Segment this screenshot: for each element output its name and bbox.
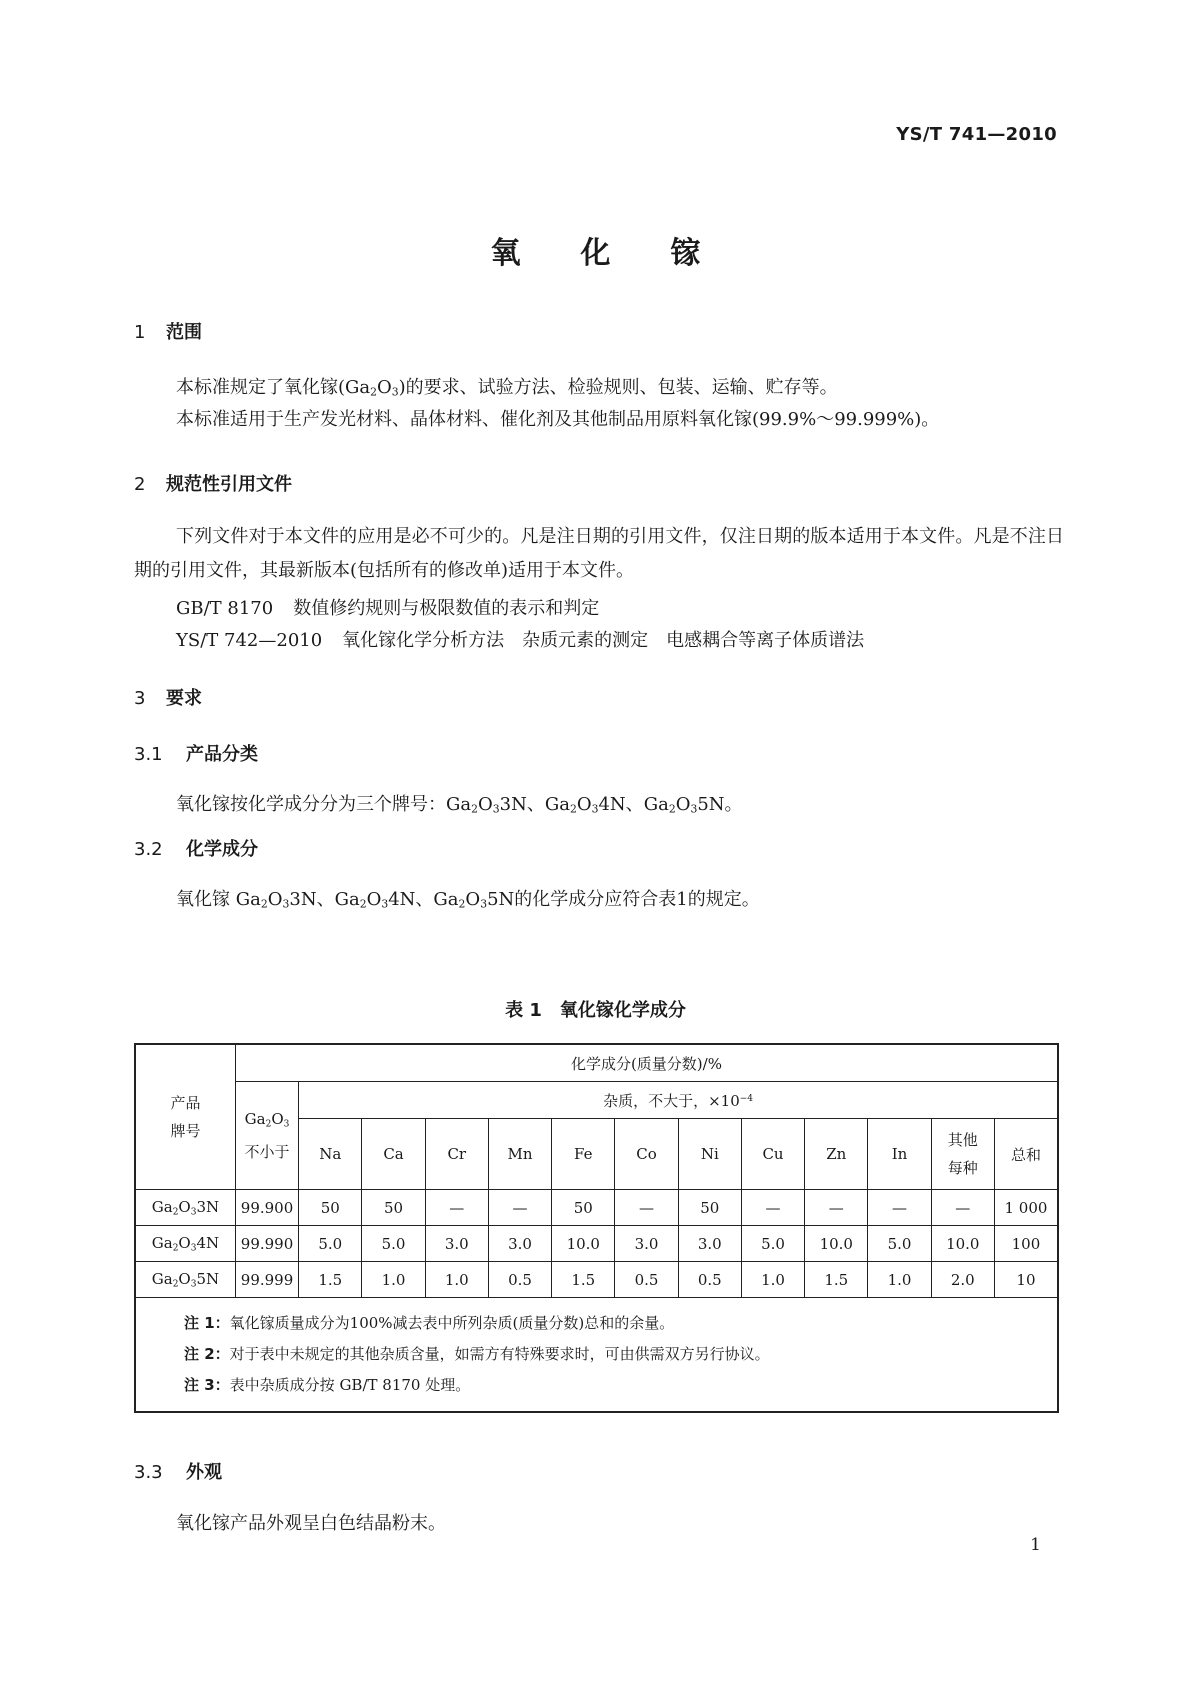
table-note: 注 1：氧化镓质量成分为100%减去表中所列杂质(质量分数)总和的余量。 — [184, 1314, 675, 1332]
cell-value: 2.0 — [931, 1262, 994, 1298]
section-3-2-heading: 3.2 化学成分 — [134, 839, 258, 860]
cell-value: 100 — [994, 1226, 1058, 1262]
cell-value: 3.0 — [615, 1226, 678, 1262]
section-3-3-heading: 3.3 外观 — [134, 1462, 222, 1483]
section-3-2-text: 氧化镓 $Ga_2O_33N$、$Ga_2O_34N$、$Ga_2O_35N$的化学成分应符合表1的规定。 — [176, 889, 760, 911]
table-row — [135, 1190, 1058, 1226]
section-1-paragraph-2: 本标准适用于生产发光材料、晶体材料、催化剂及其他制品用原料氧化镓(99.9%～99.999%)。 — [176, 409, 940, 430]
header-impurity: 杂质，不大于，$\times 10^{-4}$ — [299, 1082, 1058, 1119]
cell-value: 5.0 — [299, 1226, 362, 1262]
cell-value: — — [805, 1190, 868, 1226]
standard-number: YS/T 741—2010 — [896, 124, 1057, 145]
section-3-3-text: 氧化镓产品外观呈白色结晶粉末。 — [176, 1513, 446, 1534]
header-element: In — [868, 1119, 931, 1190]
cell-value: 1.5 — [299, 1262, 362, 1298]
header-element: Zn — [805, 1119, 868, 1190]
header-total: 总和 — [994, 1119, 1058, 1190]
reference-1: GB/T 8170 数值修约规则与极限数值的表示和判定 — [176, 598, 600, 619]
cell-value: 10.0 — [552, 1226, 615, 1262]
header-main-content: $Ga_2O_3$ 不小于 — [235, 1082, 298, 1190]
header-element: Fe — [552, 1119, 615, 1190]
section-3-1-heading: 3.1 产品分类 — [134, 744, 258, 765]
section-3-heading: 3 要求 — [134, 688, 202, 709]
cell-value: 1.0 — [425, 1262, 488, 1298]
table-row — [135, 1226, 1058, 1262]
page-number: 1 — [1030, 1535, 1041, 1555]
section-3-1-text: 氧化镓按化学成分分为三个牌号：$Ga_2O_33N$、$Ga_2O_34N$、$Ga_2O_35N$。 — [176, 794, 743, 816]
cell-value: 0.5 — [488, 1262, 551, 1298]
table-note: 注 2：对于表中未规定的其他杂质含量，如需方有特殊要求时，可由供需双方另行协议。 — [184, 1345, 770, 1363]
cell-main: 99.990 — [235, 1226, 298, 1262]
section-1-heading: 1 范围 — [134, 322, 202, 343]
cell-grade: $Ga_2O_33N$ — [135, 1190, 235, 1226]
cell-value: — — [488, 1190, 551, 1226]
cell-value: 1.5 — [805, 1262, 868, 1298]
cell-value: 0.5 — [678, 1262, 741, 1298]
cell-value: 5.0 — [868, 1226, 931, 1262]
cell-value: 3.0 — [678, 1226, 741, 1262]
cell-value: 0.5 — [615, 1262, 678, 1298]
cell-value: 5.0 — [362, 1226, 425, 1262]
table-note: 注 3：表中杂质成分按 GB/T 8170 处理。 — [184, 1376, 471, 1394]
cell-main: 99.900 — [235, 1190, 298, 1226]
cell-value: — — [868, 1190, 931, 1226]
cell-grade: $Ga_2O_35N$ — [135, 1262, 235, 1298]
cell-value: 50 — [678, 1190, 741, 1226]
cell-value: 1.0 — [362, 1262, 425, 1298]
cell-value: 50 — [299, 1190, 362, 1226]
cell-value: 10.0 — [805, 1226, 868, 1262]
section-1-paragraph-1: 本标准规定了氧化镓$(Ga_2O_3)$的要求、试验方法、检验规则、包装、运输、贮存等。 — [176, 377, 838, 399]
cell-value: — — [425, 1190, 488, 1226]
table-notes — [135, 1298, 1058, 1413]
section-2-heading: 2 规范性引用文件 — [134, 474, 292, 495]
header-element: Ni — [678, 1119, 741, 1190]
cell-value: — — [931, 1190, 994, 1226]
cell-value: 10.0 — [931, 1226, 994, 1262]
header-product-grade: 产品 牌号 — [135, 1044, 235, 1190]
reference-2: YS/T 742—2010 氧化镓化学分析方法 杂质元素的测定 电感耦合等离子体质谱法 — [176, 630, 865, 651]
cell-value: 1.0 — [868, 1262, 931, 1298]
cell-value: 5.0 — [741, 1226, 804, 1262]
header-element: Co — [615, 1119, 678, 1190]
cell-value: 50 — [362, 1190, 425, 1226]
cell-value: 50 — [552, 1190, 615, 1226]
cell-value: 3.0 — [488, 1226, 551, 1262]
cell-grade: $Ga_2O_34N$ — [135, 1226, 235, 1262]
cell-value: — — [615, 1190, 678, 1226]
cell-value: 1.5 — [552, 1262, 615, 1298]
header-composition: 化学成分(质量分数)/% — [235, 1044, 1058, 1082]
header-element: Na — [299, 1119, 362, 1190]
cell-value: — — [741, 1190, 804, 1226]
chemical-composition-table — [134, 1043, 1059, 1413]
header-other-each: 其他 每种 — [931, 1119, 994, 1190]
header-element: Mn — [488, 1119, 551, 1190]
header-element: Cr — [425, 1119, 488, 1190]
cell-value: 1.0 — [741, 1262, 804, 1298]
cell-main: 99.999 — [235, 1262, 298, 1298]
section-2-intro: 下列文件对于本文件的应用是必不可少的。凡是注日期的引用文件，仅注日期的版本适用于本文件。凡是不注日期的引用文件，其最新版本(包括所有的修改单)适用于本文件。 — [134, 526, 1064, 581]
table-caption: 表 1 氧化镓化学成分 — [505, 1000, 686, 1021]
cell-value: 3.0 — [425, 1226, 488, 1262]
header-element: Cu — [741, 1119, 804, 1190]
header-element: Ca — [362, 1119, 425, 1190]
document-title: 氧化镓 — [490, 236, 761, 271]
table-row — [135, 1262, 1058, 1298]
cell-value: 1 000 — [994, 1190, 1058, 1226]
cell-value: 10 — [994, 1262, 1058, 1298]
